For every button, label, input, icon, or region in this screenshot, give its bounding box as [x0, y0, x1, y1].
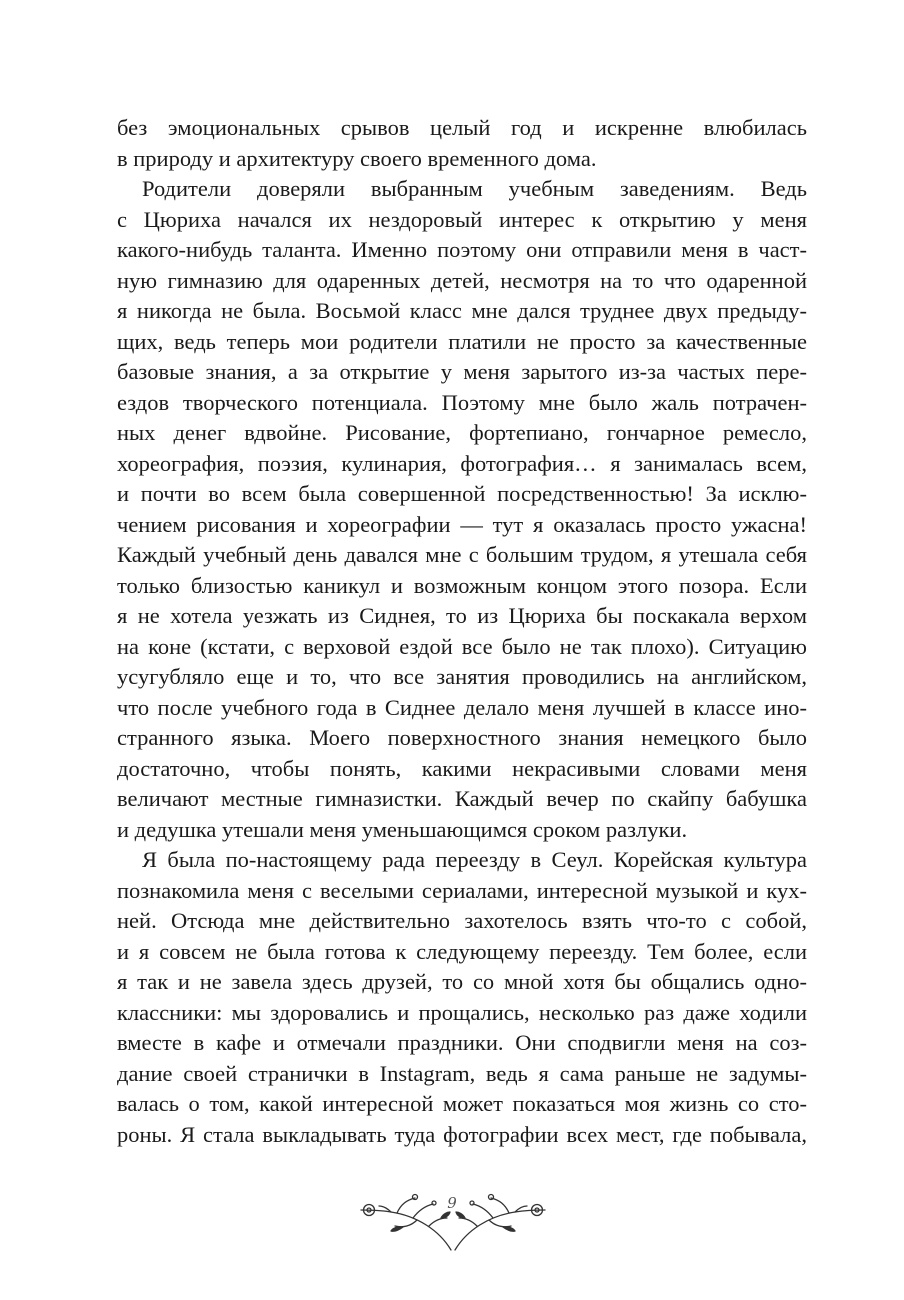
text-line: ных денег вдвойне. Рисование, фортепиано, гончарное ремесло, [117, 420, 807, 445]
text-line: щих, ведь теперь мои родители платили не просто за качественные [117, 328, 807, 354]
text-line: классники: мы здоровались и прощались, несколько раз даже ходили [117, 999, 807, 1025]
text-line: без эмоциональных срывов целый год и искренне влюбилась [117, 115, 807, 140]
text-line: я так и не завела здесь друзей, то со мной хотя бы общались одно- [117, 969, 807, 994]
text-line: хореография, поэзия, кулинария, фотография… я занималась всем, [117, 450, 807, 476]
text-line: усугубляло еще и то, что все занятия проводились на английском, [117, 664, 807, 689]
text-line: чением рисования и хореографии — тут я оказалась просто ужасна! [117, 511, 807, 537]
text-line: какого-нибудь таланта. Именно поэтому они отправили меня в част- [117, 237, 807, 262]
text-line: базовые знания, а за открытие у меня зарытого из-за частых пере- [117, 359, 807, 384]
text-line: роны. Я стала выкладывать туда фотографии всех мест, где побывала, [117, 1121, 807, 1147]
text-line: только близостью каникул и возможным концом этого позора. Если [117, 572, 807, 598]
text-line: я не хотела уезжать из Сиднея, то из Цюриха бы поскакала верхом [117, 603, 807, 628]
page-number: 9 [447, 1194, 457, 1212]
text-line: с Цюриха начался их нездоровый интерес к открытию у меня [117, 206, 807, 232]
text-line: в природу и архитектуру своего временного дома. [117, 145, 597, 171]
text-line: и я совсем не была готова к следующему переезду. Тем более, если [117, 938, 807, 964]
text-line: ную гимназию для одаренных детей, несмотря на то что одаренной [117, 267, 807, 293]
text-line: странного языка. Моего поверхностного знания немецкого было [117, 725, 807, 750]
text-line: что после учебного года в Сиднее делало меня лучшей в классе ино- [117, 694, 807, 720]
text-line: достаточно, чтобы понять, какими некрасивыми словами меня [117, 755, 807, 781]
text-line: на коне (кстати, с верховой ездой все было не так плохо). Ситуацию [117, 633, 807, 659]
page-footer [0, 1190, 904, 1260]
paragraph-1 [117, 113, 807, 174]
text-line: и почти во всем была совершенной посредственностью! За исклю- [117, 481, 807, 506]
text-line: ездов творческого потенциала. Поэтому мне было жаль потрачен- [117, 389, 807, 415]
text-line: я никогда не была. Восьмой класс мне дался труднее двух предыду- [117, 298, 807, 323]
text-line: Каждый учебный день давался мне с большим трудом, я утешала себя [117, 542, 807, 567]
paragraph-2 [117, 174, 807, 845]
body-text [117, 113, 807, 1150]
text-line: познакомила меня с веселыми сериалами, интересной музыкой и кух- [117, 877, 807, 903]
text-line: валась о том, какой интересной может показаться моя жизнь со сто- [117, 1091, 807, 1116]
text-line: Родители доверяли выбранным учебным заведениям. Ведь [142, 176, 807, 201]
text-line: Я была по-настоящему рада переезду в Сеул. Корейская культура [142, 847, 807, 872]
text-line: и дедушка утешали меня уменьшающимся сроком разлуки. [117, 816, 688, 842]
text-line: вместе в кафе и отмечали праздники. Они сподвигли меня на соз- [117, 1030, 807, 1055]
text-line: ней. Отсюда мне действительно захотелось взять что-то с собой, [117, 908, 807, 933]
paragraph-3 [117, 845, 807, 1150]
text-line: дание своей странички в Instagram, ведь я сама раньше не задумы- [117, 1060, 807, 1086]
text-line: величают местные гимназистки. Каждый вечер по скайпу бабушка [117, 786, 807, 811]
